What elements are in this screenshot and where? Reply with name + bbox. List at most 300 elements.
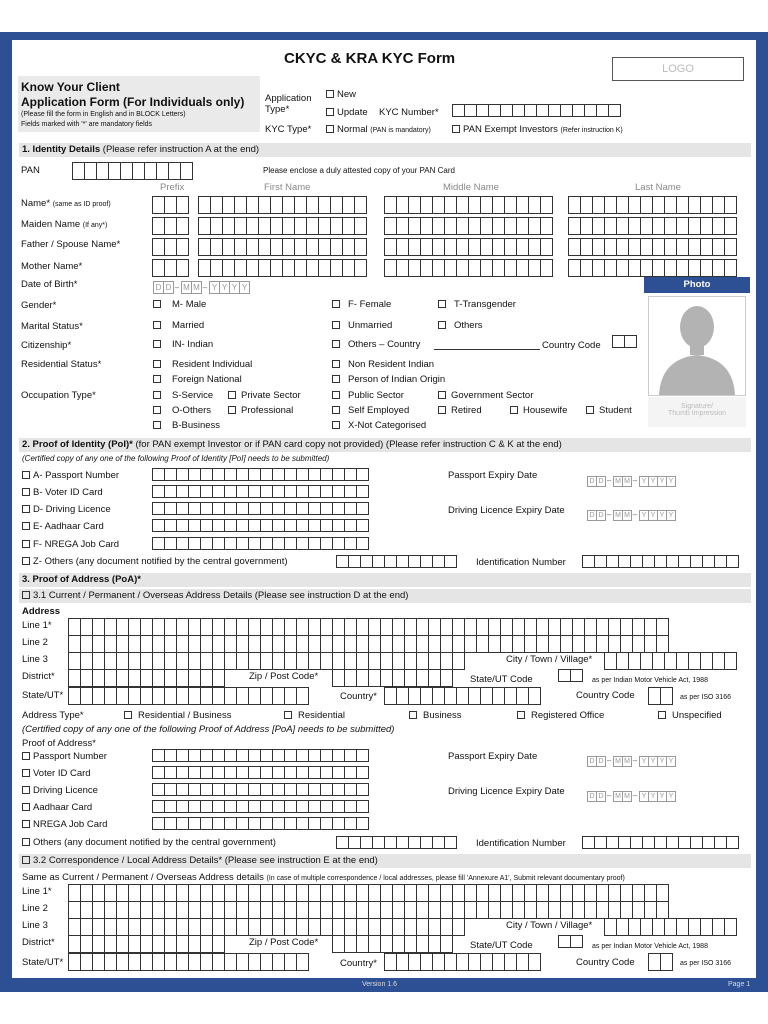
kyc-number-label: KYC Number* [379,107,439,118]
poi-aadhaar-checkbox[interactable] [22,522,30,530]
input-box[interactable] [176,259,189,277]
mother-name-prefix-boxes[interactable] [152,259,188,277]
occ-private-checkbox[interactable] [228,391,236,399]
res-foreign-label: Foreign National [172,374,242,385]
occ-self-checkbox[interactable] [332,406,340,414]
dob-label: Date of Birth* [21,279,78,290]
input-box[interactable] [724,918,737,936]
corr-zip-boxes[interactable] [332,935,452,953]
poa-driving-checkbox[interactable] [22,786,30,794]
occ-housewife[interactable] [510,405,567,416]
poa-others-checkbox[interactable] [22,838,30,846]
name-middle-boxes[interactable] [384,196,552,214]
dob-m1[interactable]: M [181,281,192,294]
type-bus[interactable] [409,710,462,721]
poa-identification-boxes[interactable] [582,836,738,849]
poa-doc-4-boxes[interactable] [152,817,368,830]
poi-nrega-label: F- NREGA Job Card [33,539,120,550]
input-box[interactable] [608,104,621,117]
poa-line1-boxes[interactable] [68,618,668,636]
input-box[interactable] [570,935,583,948]
poi-passport-expiry-boxes[interactable] [587,470,675,488]
corr-header-text: 3.2 Correspondence / Local Address Details* (Please see instruction E at the end) [33,855,378,866]
date-box[interactable]: Y [657,756,667,767]
poa-current-checkbox[interactable] [22,591,30,599]
input-box[interactable] [296,953,309,971]
citizenship-label: Citizenship* [21,340,72,351]
date-box[interactable]: D [587,476,597,487]
country-code-boxes[interactable] [612,335,636,348]
maiden-label [21,219,107,230]
input-box[interactable] [354,238,367,256]
poa-doc-0-boxes[interactable] [152,749,368,762]
poa-voter-checkbox[interactable] [22,769,30,777]
date-box[interactable]: D [587,510,597,521]
poa-doc-3-boxes[interactable] [152,800,368,813]
date-box[interactable]: M [622,791,632,802]
res-individual-checkbox[interactable] [153,360,161,368]
pan-exempt-option[interactable] [452,124,623,135]
occupation-label: Occupation Type* [21,390,96,401]
poa-state-boxes[interactable] [68,687,308,705]
marital-others[interactable] [438,320,483,331]
pan-boxes[interactable] [72,162,192,180]
corr-line3-boxes[interactable] [68,918,464,936]
occ-govt[interactable] [438,390,533,401]
corr-same-as-note: (In case of multiple correspondence / local addresses, please fill 'Annexure A1', Submit relevant documentary proof) [266,875,625,882]
date-box[interactable]: Y [657,510,667,521]
gender-female-checkbox[interactable] [332,300,340,308]
type-unspec-checkbox[interactable] [658,711,666,719]
mother-name-middle-boxes[interactable] [384,259,552,277]
input-box[interactable] [176,217,189,235]
occ-not-categorised[interactable] [332,420,426,431]
input-box[interactable] [356,485,369,498]
input-box[interactable] [656,884,669,902]
date-box[interactable]: Y [666,510,676,521]
poi-others-boxes[interactable] [336,555,456,568]
poa-aadhaar-checkbox[interactable] [22,803,30,811]
father-spouse-name-last-boxes[interactable] [568,238,736,256]
corr-line2-boxes[interactable] [68,901,668,919]
indian-checkbox[interactable] [153,340,161,348]
poa-others-label: Others (any document notified by the central government) [33,837,276,848]
occ-service-checkbox[interactable] [153,391,161,399]
poi-nrega-checkbox[interactable] [22,540,30,548]
gender-male[interactable] [153,299,206,310]
input-box[interactable] [540,196,553,214]
input-box[interactable] [724,238,737,256]
date-box[interactable]: D [587,791,597,802]
corr-line3-label: Line 3 [22,920,48,931]
input-box[interactable] [724,217,737,235]
type-res-bus[interactable] [124,710,231,721]
country-line[interactable] [434,349,540,350]
poa-zip-boxes[interactable] [332,669,452,687]
poa-passport-expiry-boxes[interactable] [587,750,675,768]
date-box[interactable]: M [613,510,623,521]
poa-district-label: District* [22,671,55,682]
unmarried-checkbox[interactable] [332,321,340,329]
father-spouse-name-prefix-boxes[interactable] [152,238,188,256]
input-box[interactable] [528,687,541,705]
occ-self[interactable] [332,405,409,416]
input-box[interactable] [660,953,673,971]
dob-date-boxes[interactable] [153,277,249,295]
marital-others-checkbox[interactable] [438,321,446,329]
res-foreign[interactable] [153,374,242,385]
date-box[interactable]: D [596,791,606,802]
signature-box[interactable] [648,397,746,427]
poi-nrega[interactable] [22,539,119,550]
input-box[interactable] [296,687,309,705]
dob-y4[interactable]: Y [239,281,250,294]
citizenship-indian[interactable] [153,339,213,350]
type-res-checkbox[interactable] [284,711,292,719]
occ-student[interactable] [586,405,632,416]
input-box[interactable] [440,669,453,687]
date-box[interactable]: D [596,756,606,767]
poi-voter-checkbox[interactable] [22,488,30,496]
poa-line2-boxes[interactable] [68,635,668,653]
poa-nrega-checkbox[interactable] [22,820,30,828]
poa-others[interactable] [22,837,276,848]
occ-student-label: Student [599,405,632,416]
marital-married[interactable] [153,320,204,331]
occ-public[interactable] [332,390,404,401]
type-res-label: Residential [298,710,345,721]
maiden-name-last-boxes[interactable] [568,217,736,235]
corr-line1-boxes[interactable] [68,884,668,902]
input-box[interactable] [726,836,739,849]
gender-transgender-checkbox[interactable] [438,300,446,308]
residential-label: Residential Status* [21,359,102,370]
date-box[interactable]: Y [639,756,649,767]
occ-business-checkbox[interactable] [153,421,161,429]
date-box[interactable]: Y [648,476,658,487]
poa-city-boxes[interactable] [604,652,736,670]
date-box[interactable]: M [613,756,623,767]
unmarried-label: Unmarried [348,320,393,331]
res-nri-checkbox[interactable] [332,360,340,368]
normal-option[interactable] [326,124,431,135]
poa-doc-1-boxes[interactable] [152,766,368,779]
name-first-boxes[interactable] [198,196,366,214]
date-separator: – [606,476,612,485]
marital-others-label: Others [454,320,483,331]
type-res[interactable] [284,710,345,721]
normal-checkbox[interactable] [326,125,334,133]
type-reg-checkbox[interactable] [517,711,525,719]
input-box[interactable] [656,901,669,919]
poi-passport-checkbox[interactable] [22,471,30,479]
poi-header-note: (for PAN exempt Investor or if PAN card copy not provided) (Please refer instruction C & K at the end) [135,439,562,450]
input-box[interactable] [540,238,553,256]
date-box[interactable]: Y [648,791,658,802]
input-box[interactable] [624,335,637,348]
date-separator: – [632,791,638,800]
corr-district-boxes[interactable] [68,935,224,953]
poi-aadhaar[interactable] [22,521,104,532]
date-box[interactable]: Y [657,791,667,802]
corr-country-code-boxes[interactable] [648,953,672,971]
gender-transgender[interactable] [438,299,516,310]
poa-country-boxes[interactable] [384,687,540,705]
input-box[interactable] [444,836,457,849]
others-country-checkbox[interactable] [332,340,340,348]
name-last-boxes[interactable] [568,196,736,214]
poa-driving-expiry-boxes[interactable] [587,785,675,803]
occ-others-label: O-Others [172,405,212,416]
input-box[interactable] [724,652,737,670]
input-box[interactable] [724,196,737,214]
type-res-bus-checkbox[interactable] [124,711,132,719]
type-bus-checkbox[interactable] [409,711,417,719]
corr-section-header [19,854,751,868]
dob-d2[interactable]: D [163,281,174,294]
poi-driving[interactable] [22,504,111,515]
input-box[interactable] [540,259,553,277]
corr-city-boxes[interactable] [604,918,736,936]
pan-exempt-checkbox[interactable] [452,125,460,133]
input-box[interactable] [356,502,369,515]
occ-others-checkbox[interactable] [153,406,161,414]
identity-header-note: (Please refer instruction A at the end) [102,144,260,155]
date-box[interactable]: M [622,476,632,487]
input-box[interactable] [356,519,369,532]
date-box[interactable]: Y [639,791,649,802]
poa-voter[interactable] [22,768,91,779]
res-nri[interactable] [332,359,434,370]
maiden-name-prefix-boxes[interactable] [152,217,188,235]
input-box[interactable] [452,918,465,936]
date-box[interactable]: Y [639,510,649,521]
corr-zip-label: Zip / Post Code* [249,937,319,948]
poi-passport[interactable] [22,470,119,481]
dob-y2[interactable]: Y [219,281,230,294]
input-box[interactable] [656,635,669,653]
kyc-number-boxes[interactable] [452,104,620,117]
poa-sub-header-text: 3.1 Current / Permanent / Overseas Address Details (Please see instruction D at the end) [33,590,409,601]
occ-private-label: Private Sector [241,390,301,401]
corr-state-code-boxes[interactable] [558,935,582,948]
input-box[interactable] [726,555,739,568]
poa-zip-label: Zip / Post Code* [249,671,319,682]
occ-not-categorised-checkbox[interactable] [332,421,340,429]
occ-private[interactable] [228,390,301,401]
date-box[interactable]: D [596,476,606,487]
input-box[interactable] [356,817,369,830]
poa-aadhaar[interactable] [22,802,92,813]
poa-line3-label: Line 3 [22,654,48,665]
married-checkbox[interactable] [153,321,161,329]
poa-doc-2-boxes[interactable] [152,783,368,796]
marital-unmarried[interactable] [332,320,392,331]
input-box[interactable] [660,687,673,705]
poa-header-title: 3. Proof of Address (PoA)* [22,574,141,585]
input-box[interactable] [354,196,367,214]
type-unspec[interactable] [658,710,722,721]
input-box[interactable] [444,555,457,568]
poi-doc-0-boxes[interactable] [152,468,368,481]
res-individual[interactable] [153,359,252,370]
input-box[interactable] [452,652,465,670]
logo-box: LOGO [612,57,744,81]
dob-d1[interactable]: D [153,281,164,294]
corr-same-as-text: Same as Current / Permanent / Overseas Address details [22,872,264,883]
dob-y3[interactable]: Y [229,281,240,294]
photo-box[interactable] [648,296,746,396]
update-checkbox[interactable] [326,108,334,116]
poa-driving-expiry-label: Driving Licence Expiry Date [448,786,565,797]
poi-others-checkbox[interactable] [22,557,30,565]
input-box[interactable] [528,953,541,971]
input-box[interactable] [356,537,369,550]
occ-professional-checkbox[interactable] [228,406,236,414]
input-box[interactable] [724,259,737,277]
maiden-name-middle-boxes[interactable] [384,217,552,235]
citizenship-others[interactable] [332,339,420,350]
gender-male-checkbox[interactable] [153,300,161,308]
input-box[interactable] [540,217,553,235]
date-box[interactable]: Y [666,476,676,487]
poi-others[interactable] [22,556,288,567]
name-note: (same as ID proof) [52,201,111,208]
form-title: CKYC & KRA KYC Form [284,50,456,67]
corr-checkbox[interactable] [22,856,30,864]
poa-nrega[interactable] [22,819,107,830]
new-checkbox[interactable] [326,90,334,98]
corr-line1-label: Line 1* [22,886,52,897]
date-box[interactable]: Y [648,756,658,767]
date-box[interactable]: Y [648,510,658,521]
date-box[interactable]: M [613,476,623,487]
occ-retired[interactable] [438,405,482,416]
pan-exempt-label: PAN Exempt Investors [463,124,558,135]
input-box[interactable] [440,935,453,953]
poa-line3-boxes[interactable] [68,652,464,670]
date-box[interactable]: D [587,756,597,767]
poi-note: (Certified copy of any one of the following Proof of Identity [PoI] needs to be submitted) [22,454,330,463]
poa-passport-checkbox[interactable] [22,752,30,760]
corr-country-boxes[interactable] [384,953,540,971]
occ-govt-checkbox[interactable] [438,391,446,399]
update-label: Update [337,107,368,118]
occ-service[interactable] [153,390,213,401]
name-prefix-boxes[interactable] [152,196,188,214]
maiden-name-first-boxes[interactable] [198,217,366,235]
input-box[interactable] [354,259,367,277]
input-box[interactable] [356,783,369,796]
res-pio-checkbox[interactable] [332,375,340,383]
occ-retired-checkbox[interactable] [438,406,446,414]
input-box[interactable] [570,669,583,682]
poa-state-code-boxes[interactable] [558,669,582,682]
country-code-label: Country Code [542,340,601,351]
poi-doc-4-boxes[interactable] [152,537,368,550]
input-box[interactable] [180,162,193,180]
date-box[interactable]: Y [639,476,649,487]
input-box[interactable] [176,238,189,256]
occ-housewife-checkbox[interactable] [510,406,518,414]
input-box[interactable] [176,196,189,214]
update-option[interactable] [326,107,368,118]
dob-sep1: – [174,283,180,292]
gender-transgender-label: T-Transgender [454,299,516,310]
date-separator: – [632,476,638,485]
input-box[interactable] [656,618,669,636]
res-foreign-checkbox[interactable] [153,375,161,383]
input-box[interactable] [354,217,367,235]
poa-district-boxes[interactable] [68,669,224,687]
poi-identification-boxes[interactable] [582,555,738,568]
poi-driving-expiry-boxes[interactable] [587,504,675,522]
input-box[interactable] [356,800,369,813]
input-box[interactable] [356,766,369,779]
dob-y1[interactable]: Y [209,281,220,294]
date-separator: – [632,510,638,519]
date-box[interactable]: M [613,791,623,802]
date-separator: – [606,510,612,519]
occ-others[interactable] [153,405,211,416]
res-individual-label: Resident Individual [172,359,253,370]
occ-professional[interactable] [228,405,293,416]
res-pio[interactable] [332,374,445,385]
date-box[interactable]: M [622,510,632,521]
maiden-note: (If any*) [82,222,108,229]
poa-driving[interactable] [22,785,98,796]
poi-doc-1-boxes[interactable] [152,485,368,498]
mother-name-first-boxes[interactable] [198,259,366,277]
poa-country-code-boxes[interactable] [648,687,672,705]
poa-others-boxes[interactable] [336,836,456,849]
poa-passport[interactable] [22,751,107,762]
date-box[interactable]: M [622,756,632,767]
corr-state-boxes[interactable] [68,953,308,971]
mother-name-last-boxes[interactable] [568,259,736,277]
poa-identification-label: Identification Number [476,838,566,849]
type-reg[interactable] [517,710,604,721]
father-spouse-name-middle-boxes[interactable] [384,238,552,256]
occ-student-checkbox[interactable] [586,406,594,414]
res-pio-label: Person of Indian Origin [348,374,446,385]
poi-doc-3-boxes[interactable] [152,519,368,532]
poi-driving-checkbox[interactable] [22,505,30,513]
input-box[interactable] [356,749,369,762]
page-number: Page 1 [728,981,751,988]
father-spouse-label: Father / Spouse Name* [21,239,121,250]
poa-country-code-label: Country Code [576,690,635,701]
poi-doc-2-boxes[interactable] [152,502,368,515]
input-box[interactable] [356,468,369,481]
poi-voter[interactable] [22,487,103,498]
date-box[interactable]: Y [666,791,676,802]
occ-business[interactable] [153,420,220,431]
maiden-label-text: Maiden Name [21,219,81,230]
date-box[interactable]: D [596,510,606,521]
date-box[interactable]: Y [666,756,676,767]
occ-public-checkbox[interactable] [332,391,340,399]
gender-female[interactable] [332,299,391,310]
input-box[interactable] [212,935,225,953]
father-spouse-name-first-boxes[interactable] [198,238,366,256]
poa-passport-expiry-label: Passport Expiry Date [448,751,538,762]
date-box[interactable]: Y [657,476,667,487]
input-box[interactable] [212,669,225,687]
prefix-column: Prefix [160,182,185,193]
new-option[interactable] [326,89,356,100]
dob-m2[interactable]: M [191,281,202,294]
